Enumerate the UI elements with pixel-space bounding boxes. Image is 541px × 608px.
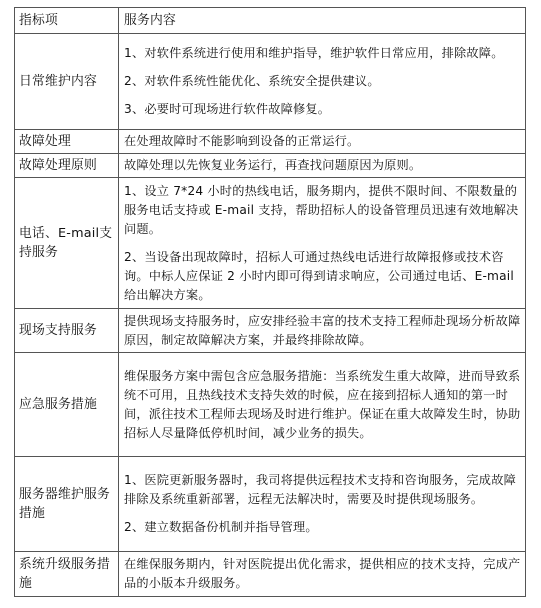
row-paragraph: 2、当设备出现故障时，招标人可通过热线电话进行故障报修或技术咨询。中标人应保证 2 小时内即可得到请求响应，公司通过电话、E-mail 给出解决方案。 [124,249,514,302]
row-content [119,353,526,457]
table-row [15,178,526,309]
row-paragraph: 故障处理以先恢复业务运行，再查找问题原因为原则。 [124,158,422,172]
header-indicator: 指标项 [15,8,119,34]
service-content-table [14,7,526,597]
row-label: 应急服务措施 [15,353,119,457]
row-paragraph: 在维保服务期内，针对医院提出优化需求，提供相应的技术支持，完成产品的小版本升级服务。 [124,557,521,590]
row-content [119,130,526,154]
table-row [15,34,526,130]
row-content [119,154,526,178]
table-row [15,154,526,178]
row-paragraph: 2、建立数据备份机制并指导管理。 [124,520,318,534]
row-content [119,552,526,597]
table-header-row [15,8,526,34]
row-content [119,178,526,309]
row-label: 故障处理 [15,130,119,154]
row-label: 日常维护内容 [15,34,119,130]
row-paragraph: 维保服务方案中需包含应急服务措施：当系统发生重大故障，进而导致系统不可用，且热线技术支持失效的时候，应在接到招标人通知的第一时间，派往技术工程师去现场及时进行维护。保证在重大故障发生时，协助招标人尽量降低停机时间，减少业务的损失。 [124,368,521,440]
row-label: 电话、E-mail支持服务 [15,178,119,309]
row-content [119,309,526,353]
table-row [15,309,526,353]
row-paragraph: 1、设立 7*24 小时的热线电话，服务期内，提供不限时间、不限数量的服务电话支持或 E-mail 支持，帮助招标人的设备管理员迅速有效地解决问题。 [124,183,519,236]
table-row [15,353,526,457]
row-label: 故障处理原则 [15,154,119,178]
row-label: 服务器维护服务措施 [15,457,119,552]
table-row [15,552,526,597]
header-service-content: 服务内容 [119,8,526,34]
row-label: 现场支持服务 [15,309,119,353]
row-content [119,457,526,552]
row-label: 系统升级服务措施 [15,552,119,597]
row-content [119,34,526,130]
row-paragraph: 提供现场支持服务时，应安排经验丰富的技术支持工程师赴现场分析故障原因，制定故障解决方案，并最终排除故障。 [124,313,521,347]
row-paragraph: 3、必要时可现场进行软件故障修复。 [124,102,331,116]
table-row [15,130,526,154]
row-paragraph: 1、医院更新服务器时，我司将提供远程技术支持和咨询服务，完成故障排除及系统重新部署，远程无法解决时，需要及时提供现场服务。 [124,473,516,506]
row-paragraph: 在处理故障时不能影响到设备的正常运行。 [124,134,360,148]
table-row [15,457,526,552]
row-paragraph: 1、对软件系统进行使用和维护指导，维护软件日常应用，排除故障。 [124,46,504,60]
row-paragraph: 2、对软件系统性能优化、系统安全提供建议。 [124,74,380,88]
